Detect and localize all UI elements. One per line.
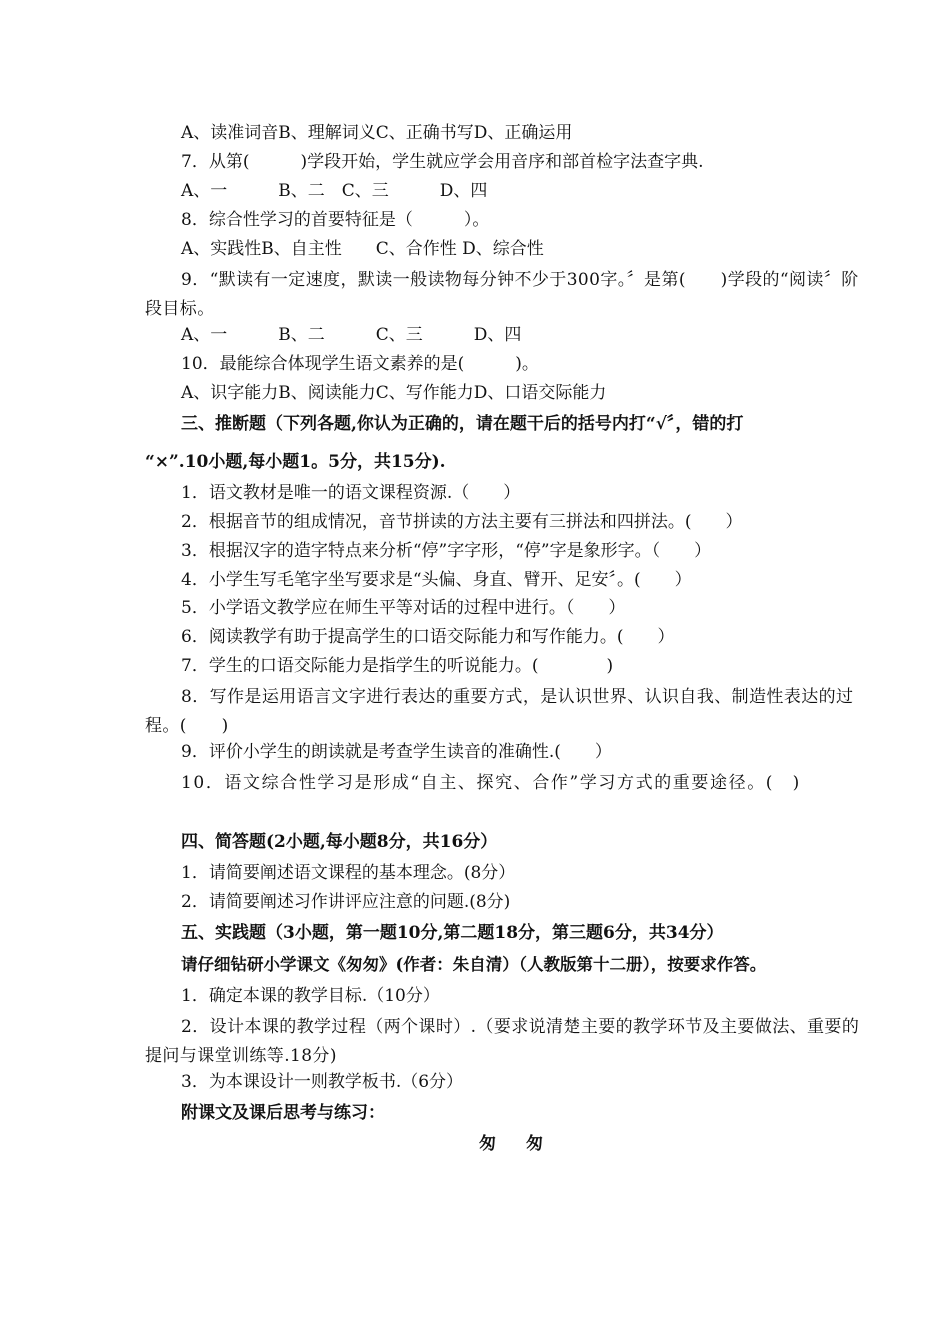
- part3-item: 5．小学语文教学应在师生平等对话的过程中进行。（ ）: [181, 598, 626, 618]
- part5-item: 1．确定本课的教学目标.（10分）: [181, 986, 440, 1006]
- text-title: 匆 匆: [479, 1134, 555, 1154]
- part4-heading: 四、简答题(2小题,每小题8分，共16分）: [181, 832, 498, 852]
- part4-item: 2．请简要阐述习作讲评应注意的问题.(8分): [181, 892, 511, 912]
- part3-item: 7．学生的口语交际能力是指学生的听说能力。( ): [181, 656, 614, 676]
- part3-item: 1．语文教材是唯一的语文课程资源.（ ）: [181, 483, 521, 503]
- part3-item: 8．写作是运用语言文字进行表达的重要方式，是认识世界、认识自我、制造性表达的过程。( ): [145, 687, 854, 736]
- part3-item: 9．评价小学生的朗读就是考查学生读音的准确性.( ）: [181, 742, 612, 762]
- part3-item: 10．语文综合性学习是形成“自主、探究、合作”学习方式的重要途径。( ): [181, 773, 801, 793]
- part3-item: 6．阅读教学有助于提高学生的口语交际能力和写作能力。( ）: [181, 627, 675, 647]
- part3-item: 2．根据音节的组成情况，音节拼读的方法主要有三拼法和四拼法。( ）: [181, 512, 743, 532]
- q6-options: A、读准词音B、理解词义C、正确书写D、正确运用: [181, 123, 573, 143]
- part4-item: 1．请简要阐述语文课程的基本理念。(8分）: [181, 863, 516, 883]
- appendix-label: 附课文及课后思考与练习：: [181, 1103, 385, 1123]
- q8-question: 8．综合性学习的首要特征是（ ）。: [181, 210, 490, 230]
- q10-question: 10．最能综合体现学生语文素养的是( )。: [181, 354, 539, 374]
- part5-heading: 五、实践题（3小题，第一题10分,第二题18分，第三题6分，共34分）: [181, 923, 724, 943]
- part3-item: 3．根据汉字的造字特点来分析“停”字字形，“停”字是象形字。（ ）: [181, 541, 712, 561]
- q7-options: A、一 B、二 C、三 D、四: [181, 181, 488, 201]
- q7-question: 7．从第( )学段开始，学生就应学会用音序和部首检字法查字典.: [181, 152, 704, 172]
- q9-question: 9．“默读有一定速度，默读一般读物每分钟不少于300字。〞是第( )学段的“阅读〞阶段目标。: [145, 270, 859, 319]
- q9-options: A、一 B、二 C、三 D、四: [181, 325, 522, 345]
- part5-item: 3．为本课设计一则教学板书.（6分）: [181, 1072, 464, 1092]
- q8-options: A、实践性B、自主性 C、合作性 D、综合性: [181, 239, 544, 259]
- part3-heading-cont: “×”.10小题,每小题1。5分，共15分).: [145, 452, 446, 472]
- q10-options: A、识字能力B、阅读能力C、写作能力D、口语交际能力: [181, 383, 607, 403]
- part3-heading: 三、推断题（下列各题,你认为正确的，请在题干后的括号内打“√〞，错的打: [181, 414, 744, 434]
- part5-instruction: 请仔细钻研小学课文《匆匆》(作者：朱自清）（人教版第十二册），按要求作答。: [181, 955, 767, 974]
- part3-item: 4．小学生写毛笔字坐写要求是“头偏、身直、臂开、足安〞。( ）: [181, 570, 692, 590]
- part5-item: 2．设计本课的教学过程（两个课时）.（要求说清楚主要的教学环节及主要做法、重要的提问与课堂训练等.18分): [145, 1017, 860, 1066]
